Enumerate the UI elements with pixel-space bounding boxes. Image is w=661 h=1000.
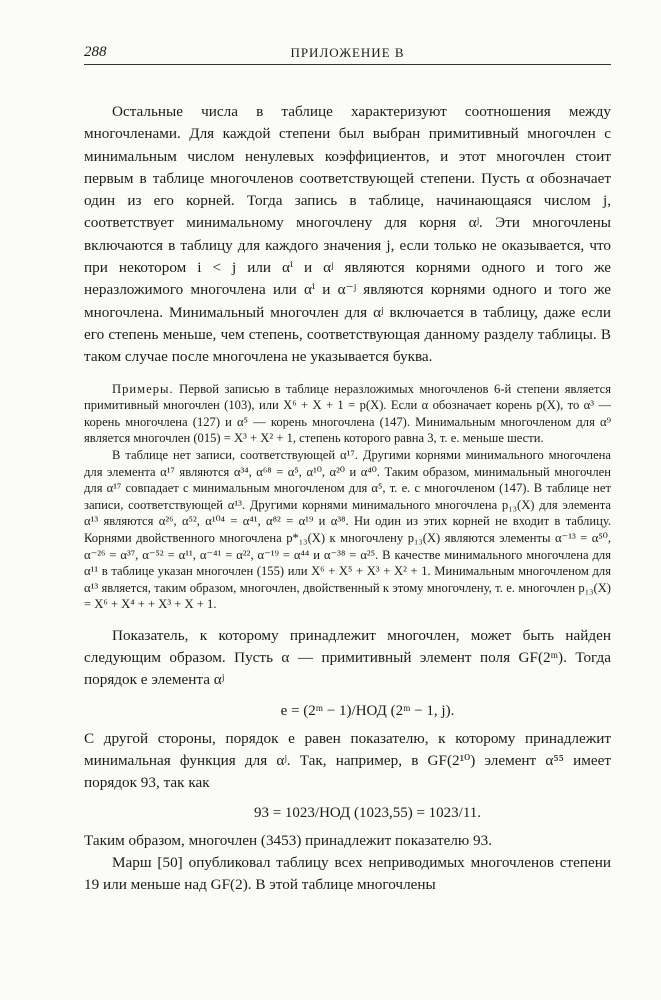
running-title: ПРИЛОЖЕНИЕ В [290, 45, 405, 60]
examples-label: Примеры. [112, 381, 174, 396]
formula-93: 93 = 1023/НОД (1023,55) = 1023/11. [253, 804, 482, 821]
page-number: 288 [84, 44, 107, 60]
paragraph-exponent: Показатель, к которому принадлежит многочлен, может быть найден следующим образом. Пусть α — примитивный элемент поля GF(2ᵐ). Тогда порядок e элемента αʲ [84, 626, 611, 689]
paragraph-marsh: Марш [50] опубликовал таблицу всех неприводимых многочленов степени 19 или меньше над GF(2). В этой таблице многочлены [84, 853, 611, 894]
examples-text: Первой записью в таблице неразложимых многочленов 6-й степени является примитивный многочлен (103), или X⁶ + X + 1 = p(X). Если α обозначает корень p(X), то α³ — корень многочлена (127) и α⁵ — корень многочлена (147). Минимальным многочленом для α⁹ является многочлен (015) = X³ + X² + 1, степень которого равна 3, т. е. меньше шести. [84, 381, 611, 446]
page [84, 40, 611, 897]
paragraph-conclusion: Таким образом, многочлен (3453) принадлежит показателю 93. [84, 831, 493, 849]
running-header [84, 40, 611, 65]
formula-order: e = (2ᵐ − 1)/НОД (2ᵐ − 1, j). [280, 702, 455, 719]
examples-paragraph [84, 381, 611, 447]
paragraph-other-side: С другой стороны, порядок e равен показателю, к которому принадлежит минимальная функция для αʲ. Так, например, в GF(2¹⁰) элемент α⁵⁵ имеет порядок 93, так как [84, 729, 611, 792]
examples-paragraph-2: В таблице нет записи, соответствующей α¹⁷. Другими корнями минимального многочлена для элемента α¹⁷ являются α³⁴, α⁶⁸ = α⁵, α¹⁰, α²⁰ и α⁴⁰. Таким образом, минимальный многочлен для α¹⁷ совпадает с минимальным многочленом для α⁵, т. е. с многочленом (147). В таблице нет записи, соответствующей α¹³. Другими корнями минимального многочлена p₁₃(X) для элемента α¹³ являются α²⁶, α⁵², α¹⁰⁴ = α⁴¹, α⁸² = α¹⁹ и α³⁸. Ни один из этих корней не входит в таблицу. Корнями двойственного многочлена p*₁₃(X) к многочлену p₁₃(X) являются элементы α⁻¹³ = α⁵⁰, α⁻²⁶ = α³⁷, α⁻⁵² = α¹¹, α⁻⁴¹ = α²², α⁻¹⁹ = α⁴⁴ и α⁻³⁸ = α²⁵. В качестве минимального многочлена для α¹¹ в таблице указан многочлен (155) или X⁶ + X⁵ + X³ + X² + 1. Минимальным многочленом для α¹³ является, таким образом, многочлен, двойственный к этому многочлену, т. е. многочлен p₁₃(X) = X⁶ + X⁴ + + X³ + X + 1. [84, 447, 611, 612]
paragraph-intro: Остальные числа в таблице характеризуют соотношения между многочленами. Для каждой степени был выбран примитивный многочлен с минимальным числом ненулевых коэффициентов, и этот многочлен стоит первым в таблице многочленов соответствующей степени. Пусть α обозначает один из его корней. Тогда запись в таблице, начинающаяся числом j, соответствует минимальному многочлену для корня αʲ. Эти многочлены включаются в таблицу для каждого значения j, если только не оказывается, что при некотором i < j или αⁱ и αʲ являются корнями одного и того же неразложимого многочлена или αⁱ и α⁻ʲ являются корнями одного и того же многочлена. Минимальный многочлен для αʲ включается в таблицу, даже если его степень меньше, чем степень, соответствующая данному разделу таблицы. В таком случае после многочлена не указывается буква. [84, 103, 611, 366]
